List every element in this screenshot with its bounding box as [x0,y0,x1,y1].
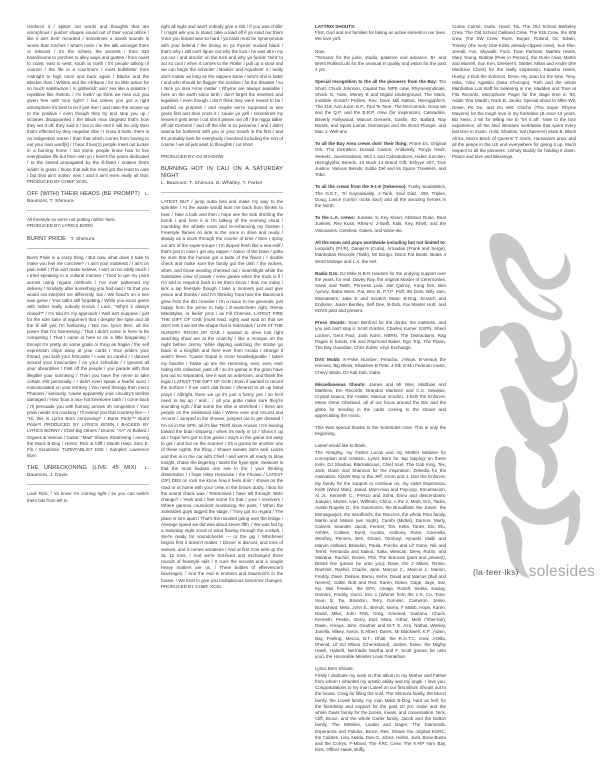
thanks-section [315,184,446,209]
section-heading: DVS Mobb: [315,357,341,363]
section-heading: Press Shouts: [315,320,347,326]
thanks-section [315,443,446,660]
section-text: Funky Soulatistics, The G.E.T., Tri Kaynaisiality, J.-Tank, Soul Diaz, 408, Triples, Doug, Lance (cornin' rocks Sac!) and all the amazing heroes in the North. [315,184,446,209]
song-writers: T. Shimura [70,236,95,242]
swirl-figure-icon [470,230,600,585]
intro-lyrics: reinforce it / spittin' out words and thoughts that are amorphous / pushin' shapes sound out of their vocal orifice / like it ain't bein' recorded / sometimes a words sounds is worse than torches / what's more / is the talk amongst them or relevant / it's the richest, the poorest / from 333 boardrooms to porches to alley ways and gutters / from coast to coast, east to west, south to north / it's people talking of course! / the life is a courtroom / most bullshittin' from midnight to high noon and back again / Blacks and the Blacker than / Whites and the Afrikans / for so little action for so much satisfaction / in gibberish' usin' sex like a polarize / repetitive like rhetoric / I'm feelin' up think we rose cuz you given free with nice right? / but unless you got a right atmosphere it's best to let it just live! / and raise the octave up to the positive / even though they try and stop you up / victories disappointed / the Black man targeted that's how they set it off, they said it / but in the end it will be only then that's effected by they negative vibe / I know it hurts, there is no indigestion worse / than that which comes from having to eat your own word[s] / I hear if two(2) people meet out tucker in a burning home / but some people know how to live everybodies life but their own yo / here's the poem dedicated / to the hatred propagated by the ill-fated / snakes that's waitin' in grass / those that talk the most got the least to care / but that ain't nothin' new / and it ain't even really all that. PRODUCED BY CHIEF XCEL [27,24,149,185]
song-lyrics-burnt-pride: Burnt Pride is a crazy thing / But now, what does it take to make you feel me concrete? / I ain't your mattresS / I ain't on pain relief / This ain't make believe, I ain't on no oddly touch / I tried speaking in a cultural manner / Tried to get my point across using regular methods / I've ever patterned my delivery / Similarly after something you had said / Or that you would not interpret me differently, but / We head's on a see saw game / Your talk's still forgetting / While you exact game with rather really nobody knows / Lack, "Why's it always closed?" / I'm told it's my approach / Well isn't suppose / just for the sole sake of argument that I despite the spite and all the ill will yes I'm harboring / Nor me, lyrics then, all the power that I'm harnessing / That I didn't come in here to be competing / That I came in here to do a little bargaining / Except I'm pretty do some goals or thing as fragile / the self expression chips away at your cards / Your pride's your thread, you built your fortcastle / I was so careful / I danced around your insecurities / on your schedule / I ignored all your absurdities / First off the people / you parade with that illegible your surmising / Then you have the nerve to take certain shit personally / I didn't even speak a fearful word I miscalculated on your territory / You need therapy then micro Pharaon / seriously, 'cause apparently your circuitry's terrible damaged / How 'bout a nice hot lonesome bath / I come back / I'll persuade you with flaming arrows oh congestion / Your pride needs not cracking / I'll extend you that courtesy like— / "Hi, this is Lyrics Born conceiving!" / Burnt Pride™ Burnt Pride?! PRODUCED BY LYRICS BORN / BACKED BY LYRICS BORN? / Chief Big Others / Drums: "AA" At Bullard / Organs & Various / Guitar: "Mad" Shawn Stramming / among the Mack B-Dog / Horns: Rick & Cliff / Mouth Harp: Zero E. Flo / Scratches: TURNTABLIST DSK / Sampler: Lawrence Born [27,254,149,459]
section-heading: To the L.A. crews: [315,215,356,221]
section-heading: Radio DJs: [315,270,339,276]
section-text: "Tomazor for the juice, studio, patience and advance. B+ and Brent Rollins/Luki for the unusual in quality and vision for the past 4 yrs. [315,54,446,73]
divider [161,192,283,193]
section-text: Leopold's (P.I.R), Daupin's (Curla), Armadas (Frank and Serge), Manhattan Records (Tarik), Mr Bongo, Discs Fat Beats, Beats 4 Word Mixtape and L.A. the Net. [315,246,446,264]
section-text: Too Short, Chuck Johnson, Capital Tax, MPE crew, Rhymesyndicate, Shock G, Yaee, Money B and Digital Underground, The Mack, Invisible Scratch Pickles, Rev, Dave Mill Nattos, Hierogylphics, The 415, Ace-Juice, E.P., Tool Te Tone, The McCormick, Goop we and the Q.P. and the B.R.P. crew (for inspiration), Cassadine, Beverly Hollywood, Marcus Demeris, Gaslin, 4D, Ballard, Ray Bands, and Spots Lamar, Dominique and the Bond Plunger, and Mac J. Well-ans [315,79,446,135]
song-body [27,217,149,229]
song-body-text: All freestyle so we're not putting nothin' here. [27,217,116,223]
divider [27,248,149,249]
section-heading: To all the crews from the 9-1-6 (Sekereso): [315,184,407,190]
producer-credit: PRODUCED BY: DJ SHADOW [161,154,224,160]
song-title-text: OFF (WITH) THEIR HEADS (BE PROMPT) [27,191,140,198]
song-title-the-unreckoning [27,465,149,479]
producer-credit: PRODUCED BY: LYRICS BORN [27,223,93,229]
song-title-off-with-their-heads [27,191,149,205]
song-title-text: BURNING HOT IN CALI ON A SATURDAY NIGHT [161,166,283,180]
section-heading: Lateef would like to thank, [315,443,367,449]
continued-lyrics: right all night and won't nobody give a shit / if you was chillin' / I might ask you to stand, take a load off if ya mind our thom 'mics you kicked was so hard / ya brain must be synonymous with your behind / the timing on ya rhymin' sucked black / that's why I still can't figure out why the fuck / he was all in my cut cuz / and droolin' on the tuck and why ya fuckin' 'mint' to act so cool / when it comes to the Rollin' / pull up a stool and we can begin the schoolin' / Bookin' and Aquafunk' it / really don't matter as long as the rappers know / who's shit is fatter / and who should be flaggin' the sardine / for the disaster / so I Nice ya insa Arms matter / Rhyme are always available / here on the earth since birth / don't forget the revelries and legalities / even though I don't think they were meant to be / pushed on purpose / and maybe we're supposed to see grass first and then cross it / 'cause ya ya'll / sometimes my lenses it gets terse / cut shit it pisses me off / the nigga talkin' off old Cement! / and off the shit is so perverse / and I didn't wanna be bothered with you or your mouth in the first / and it's probably best for everybody / involved including the sort of course / we all just want to thoughts / cut short [161,24,283,147]
song-writers: L. Baumont, T. Shimura [27,192,149,205]
thanks-section [315,49,446,74]
section-text: DJ Mike N-B-N Hardore for the undying support over the years, for real. Davey Ray, the original Master of Ceremonies, Swan and Tasth, Princess Leia, Jae Quincy, Kong Ere, Ben Aymey, Baba Want, Pal, Ben B, P.T.P. Puff, 98 Dots, Billy Jam, Mixmasters, Jake E and Scratch Music B-Dog, Scratch and Endorse, Jason Bentley, Self Dee, B-Dub, Kai Master Hurt, and KDVS past and present. [315,270,446,313]
pronunciation-text: (la·teer·iks) [473,567,519,577]
section-heading: All the mom and pops worldwide including but not limited to: [315,239,446,245]
column-2 [161,24,283,596]
thanks-section [315,320,446,351]
section-text: First, God and our families for taking an active interest in our lives. We love ya'll. [315,30,447,42]
column-4-thanks [452,24,576,166]
song-writers: L. Baumont, T. Shimura, B. Whalley, T. Parker [161,181,263,187]
brand-lockup [473,563,595,581]
song-lyrics-burning-hot: LATEST BUT / jump outta bed and make my way to the sprinkler / At the waste would lean me back from thinkin to hear / Take a look and then I hope see the sink drizzling the bomb / and here it is I'm talking of the morning cloud / mumbling the whistle room and re-enhancing my finesse / Freestyle flames on side to the voice in drive and ready / steady as a drum through the course of time / then I spray out at's of the super-troupe / I'm dipped fresh like a sea wolf / that's just in case I get any rapper / notice of the brain / gotta be sure that the human got a taste of the flavor / I double check and make sure the family got the dish / the wolves, vibes, and those wording checked out / searchlight while the SoleSides crew of power / crew gawks when the truck is fl / I'm told to respond back to let them know / that, me today / kick a lap freestyle though / take a moment just and give peace and thanks / and I'm thinking 'bout how the Bauvmont grew from the dirt crowder / I'm a mace to me generals, just happy from the prime to help / E-wantcheen right, Remix Mindstyles, or feelin' pros / as Fill Chemas, LATEST FIRE THE GIFT OF GAB (must read, right) wait wait on that we don't rest it we set the shape that is SoleSides / LIVE AT THE HUNGRY ROOM OF GAB / wanted to drive lost right watching show are at the Anarchy / like a mosque on the night before Jimmy 'while dipping watching the strobe go black in a kingfish and here ever from Arcata / strange it wasn't there. 'Cause Gopal is more knowledgeable / taken my favorite / 'Make up are the Hemming, ever, ever, ever hiding shit collected, past off / so it's gamut in the gram have just out so separated, see it was an anteroom, and thank the legal / LATEST THE GIFT OF GAB / Even if wanted to record the surface / if we can't dial Down / sheared to sit up hand prays / Albright, there we go it's just a funny yes / so he'd need to lay up / and... / all you gotta make sure they're sounding right / that some the tribe is stretched / / there are people on the ministerial side / Where ever and Arcurst and Arcurst / Jumped in the shower, jumped out to get dressed / I'm so in the SPK, all it's like This'll show Aruses / I'm leaning toward the brain shipping / when it's early in 14 / Shoot it up as I hope he's got to this game / Say's in the game not easy to get / and but on the scanner / It's a gonna be another one of these nights, the thing. / Shawn sweats Jim's well, Lanza and this is in the car with Chief / and we're all ready to blow tonight, chase the lingering / starts the hype type, Seasons is that the most badass one rule in the / your thinking dissertation / I hope Hiley Heracuse / the Fricase / LATEST (OF) DBS on rock me know how it feels doin' / shows on the road or at home with your crew, in the brown dutzy, / Boo for the sound check was / Teersomed I have tell through, BMA change? / Yeah and I feel some for that / your / receivers / Where gamma councilors monitoring the pairs, / When the SoleSides guys tagged the stage, / They got no regard / The place is torn apart / That's the mindset going over the bridge / Average speed we did was about seven fifth, / We was fed by a Saturday night vocal or wind flowing through the cockpit, / We're ready for soundchecks — or the gig / Whichever begins first it doesn't matter, / Dinner is discord, and tons of swears, and it comes amateurs / And at first Xcel sets up the SL 12 tons, / And we're hot-fixed and exchanged three rounds of freestyle rails / It cues the records and a couple heavy matters are us, / Three bottles of effervescent beverages, / And the end is eminent and Daumont's in the house. / We trust to give you multiplicious tomorrow changes. PRODUCED BY CHIEF XCEL [161,199,284,589]
section-text: This Was special thanks to the SoleSides crew. This is only the beginning. [315,424,446,437]
thanks-section [315,357,446,376]
thanks-section [315,666,446,753]
section-heading: Now, [315,48,326,54]
thanks-section [315,382,446,419]
column-3-thanks [315,24,446,759]
thanks-continued: Cuime Cuime, Durie, Hood, Tai, The Old School Berkeley Crew, The Old School Oakland Crew, The 916 Crew, the 808 crew, The SW Crew: Ruen, Bogus, Roland, Oc, Edwin, Tommy (the Ivory Ebe-Kicks already-clipped crew), Sun Eke, Jereali, Ave, Skywalk, Fock, Tuan Parsons, Marlow Harris, Mary Young, Bobbie (Peer in Person), the Durio crew, Martin and Warrell, Sun Ken, Dresser's, Stetter, Milan and Andre (the Medicine Chest) for the really inspiration, Kaiasha Harris, Hunky, J-Dub the Enforcer, Dene, My Joan for the time, Tony, Mika, Yoko Agatsku (Sato Chucopo), Tosh and the whole Manhattan Los staff for believing in me, Madden and Tone at Fila Records, Microphone Pager for the stage time in '93, Addie Tina Mardin, Nock B, Jacilio. Special shout to Mike Wit, Dewe, Pe De, and Do Wis' Chicho (The Super Rhyme Mavens) for the tough love in my formative (B once 13 years, Biz Ness, J 60 for telling me to "let it all". Note to the tour experience, all the stud literature worldwide that spent every last time in music. Hold, Shadow, Sal (Spencer) Mark B. Black Africa, Moo's Block of Queens' T. Doris, Humanizer area, and all the peeps in the US and everywhere for giving it up. Much respect to all the pioneers. Unholy Buddy for holding it down. Peace and love and Blessings. [452,24,576,160]
song-title-burning-hot-in-cali [161,166,283,187]
divider [27,210,149,211]
solesides-label: solesides [528,563,596,580]
thanks-section [315,141,446,178]
section-heading: To all the Bay Area crews doin' their thing: [315,141,408,147]
latyrix-logo-graphic [470,230,600,585]
section-text: The Almighty, my Father Lucas and my Mother Melanie for conception and creation, Lyrics Born for 'tap tapping' on these tools, DJ Shadow, Blackalicious, Chief Xcel, The Gab King, Tex, Jack, Dawn and Shannon for the inspiration, Zebedia for the motivation, Klazer Bay or the Jeff, Grom and J. Dan the Enforcer, My family for the support to continue on, my sister Esperanza, Keith (Word Man), Jamal, Mom-man and Pop-pop, Encarnacion, Al Jr., Kenneth C., Fresco and Sohit, Enno and descendants, Juaquin, Mazes, Ivan, Wilfredo, Chino, A the 2, Mark, Eric, Tadra, Austin Rogelio D., the Gaumont's, the Broadfield, the Jones', the Montagueja's, the Woolford's, the Raccio's, the whole Prior family, Martin and Miriam (we might), Cambi (Midtel), Damon, Marty, Calvers, Seander, Jacob, Fenner, Tori, Kelia, Tanes, Elo, Elu, Ashles, Colleen, Eunit, Acosta, Anthony, Rube, Carmella, Wenfrey, Rennes, Ben, Dmani, Tomboyi, Aynaski, Malik and Marvin Holland, Brandon, Paula, Porche and Lil' Dane, Nik and Terrel, Fernanda and Salina, Salta, Wescari, Drew, Rubin, and Salvana, Rachel, Dunes, Phil, The Brancas (past and present), Bristol line (peace be unto you), Rave, the 2 Mikes, Rinnie, Rashmit, Rashid, Charlie, Jane, Marcus C., Marcus J., Marion, Freddy, Dave, Delmar, Barnu, Kehn, David and Marcus (Bull and Neveni), Gabe, Bob and Red, Karen, Diane, Gage, Jaye, Izar, Kix, Wal Freiden, the EPA, Ureaja, Rozell, Siekta, Kaulay, Damani, Freddy, Gucci, Eric 1 (Winner from the 1-S, CA, Tone, Sean B, Tai, Brandon, Terry, Dominic, Cameron, Jesse, Buckwheat, Mela, John E., Brendt, Sierra, F Mabb, Hope, Karen, David, Mike, John Fish, Greg, Gmened, Santana, Chuck, Kenneth, Peskin, Gerry, Earl, Mora, Arthur, Melir (Tiber-lah), Dawn, Amaya, John, Geuther and M.T. E, Aza, Nathar, Wesley, Janella, Mikey, Aaron, E.Albert, Darris, Mi Blackwell, K.P., Adam, Bay, Feeling, Mecca, B.T., Dhali, the R.O.T.C. crew, J-Dilla, Dhenid, Lil' Ed Wison (Checkstand), Jorden, Evian, the Mighty Hawk, Haleeft, Nermadic Martha and F. Scott (peace be unto you), the Honorable Minister Louis Farrakhan. [315,449,446,660]
section-heading: LATYRIX SHOUTS: [315,24,356,29]
thanks-section [315,215,446,234]
thanks-section [315,79,446,135]
song-title-burnt-pride [27,236,149,243]
section-heading: Miscellaneous Shouts: [315,381,366,387]
section-text: Firstly I dedicate my work on this album to my Mother and Father from whom I inherited my artistic ability and my angle. I love you. Congratulations to my man Lateef on our first album Shouts out to the house. Craig for filling the void, The Shimura family, the Mucci family, the Lovett family, my man Mack B-Dog, hard as hell, for the friendship and support for the past 10 yrs. Gabe and the whole Davis family for the books, meals, and conversation. Nick, Cliff, Bruce, and the whole Carter family, Jacob and the Dalton family, The Missiles, Loulan and Dager, The Diamonds, Esperanza and Pulidos, Bruce, Res, Shawn the original KGRC, the Calders, Lisa, Nelda, Dan-G, Johns, Herbs, Jusit, Bone-Busta and the Corrys, F-Mbosi, The KRC Crew, The K-RP Yarn Bay, Kiris, Officer Hawk, Buffy, [315,672,446,753]
section-heading: Special recognition to the all the pioneers from the Bay: [315,79,438,85]
section-text: James and Mr Wes, Matthias and Matthew, Em Records, Brandon Martinez and C.S. Selassie, Crystal Isaacs, the Hustle, Marcus Gordon, J-Dub the Enforcer, Mean Gene Oberland, all of our focus around the Bar and the globe for sending in the cards coming to the shows and appreciating the music. [315,381,447,418]
section-text: Sean Benford for the drinks, the mattress, and you just can't stop it. Scott Gordon, Charles Kumer, ESPN, Sherri Locken, Gent Paul, Josh Kuhn, HBRN, The Distractions, Rag Pages in bands, Ink and Raymond Baker, Ego Trip, The Flown, The Bay Guardian, Chez Zuber, Vinyl Exchange. [315,320,447,350]
section-heading: Lyrics Born Shouts: [315,666,354,672]
divider [27,484,149,485]
thanks-section [315,271,446,314]
thanks-section [315,24,446,43]
section-text: Jurassic 5, Key Kleen, Abstract Rude, Beat Junkies, Rev Kuss, Rhea-V, J-Swift, Kids, Key, Rhett, and the Visionaries, Cerebral, Oakes, and Wave-ski. [315,215,446,233]
section-text: Prime Ex, Original Ork, The Demblics, Donald Caxton, Antifamily, Tonyjn Nedz, Weevilz, Juvenmations, Wol 1 and Cabsatotions, Hides Junction, Hieroglyphix Breeds, 10 Buck 13 Brand Gift, Eshyye 407, True Justice, Various Blends, Eddie Def and its Space Travelers, and Tobe. [315,141,446,178]
song-lyrics-the-unreckoning: Look Rick, / Ya know I'm coming right / so you can switch them bits from left to [27,491,149,503]
song-writers: L. Baumont, J. Davis [27,466,150,479]
section-text: K-Poke Number, Preacha, J-Wow, B-Versus the emcees, Big Bless, Shawnee B Pete, J-Sill, E-Mo Fedman music, Chevy Wade, DJ Kali Dub, Gabe. [315,357,447,375]
song-title-text: BURNT PRIDE [27,235,66,242]
thanks-section [315,425,446,437]
thanks-section [315,240,446,265]
song-title-text: THE UNRECKONING (LIVE 45 MIX) [27,465,137,472]
column-1 [27,24,149,510]
